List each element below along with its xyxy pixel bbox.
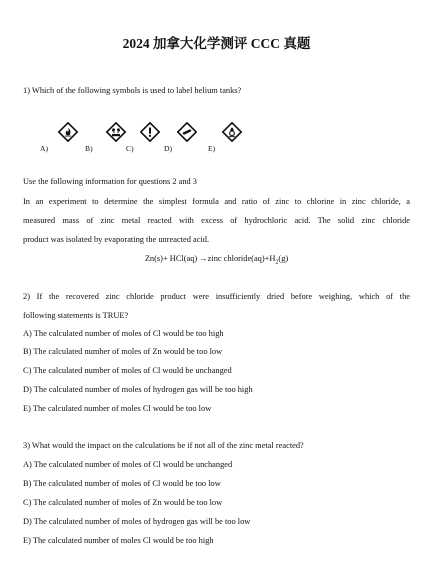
equation-end: (g) xyxy=(278,254,289,263)
q3-option-b: B) The calculated number of moles of Cl would be too low xyxy=(23,479,221,488)
symbol-label-d: D) xyxy=(164,144,173,153)
gas-cylinder-icon xyxy=(177,122,197,142)
q3-option-e: E) The calculated number of moles Cl would be too high xyxy=(23,536,214,545)
q3-option-c: C) The calculated number of moles of Zn would be too low xyxy=(23,498,223,507)
symbol-label-b: B) xyxy=(85,144,93,153)
q2-option-a: A) The calculated number of moles of Cl would be too high xyxy=(23,329,224,338)
flammable-icon xyxy=(58,122,78,142)
q2-option-b: B) The calculated number of moles of Zn would be too low xyxy=(23,347,223,356)
question-2-line-2: following statements is TRUE? xyxy=(23,311,129,320)
q3-option-d: D) The calculated number of moles of hydrogen gas will be too low xyxy=(23,517,251,526)
hazard-symbols xyxy=(40,122,300,158)
info-line-1: In an experiment to determine the simplest formula and ratio of zinc to chlorine in zinc chloride, a xyxy=(23,197,410,206)
q2-option-d: D) The calculated number of moles of hydrogen gas will be too high xyxy=(23,385,253,394)
page-title: 2024 加拿大化学测评 CCC 真题 xyxy=(122,36,311,51)
symbol-label-e: E) xyxy=(208,144,216,153)
info-line-3: product was isolated by evaporating the unreacted acid. xyxy=(23,235,210,244)
question-3: 3) What would the impact on the calculations be if not all of the zinc metal reacted? xyxy=(23,441,304,450)
oxidizer-icon xyxy=(222,122,242,142)
reaction-equation xyxy=(0,254,433,266)
equation-main: Zn(s)+ HCl(aq) →zinc chloride(aq)+H xyxy=(144,254,276,263)
info-line-2: measured mass of zinc metal reacted with excess of hydrochloric acid. The solid zinc chloride xyxy=(23,216,410,225)
symbol-label-a: A) xyxy=(40,144,49,153)
question-2-line-1: 2) If the recovered zinc chloride product were insufficiently dried before weighing, which of the xyxy=(23,292,410,301)
info-heading: Use the following information for questions 2 and 3 xyxy=(23,177,197,186)
corrosive-icon xyxy=(106,122,126,142)
q3-option-a: A) The calculated number of moles of Cl would be unchanged xyxy=(23,460,233,469)
q2-option-e: E) The calculated number of moles Cl would be too low xyxy=(23,404,212,413)
symbol-label-c: C) xyxy=(126,144,134,153)
q2-option-c: C) The calculated number of moles of Cl would be unchanged xyxy=(23,366,232,375)
equation-subscript: 2 xyxy=(275,259,279,266)
question-1: 1) Which of the following symbols is used to label helium tanks? xyxy=(23,86,242,95)
exclamation-icon xyxy=(140,122,160,142)
